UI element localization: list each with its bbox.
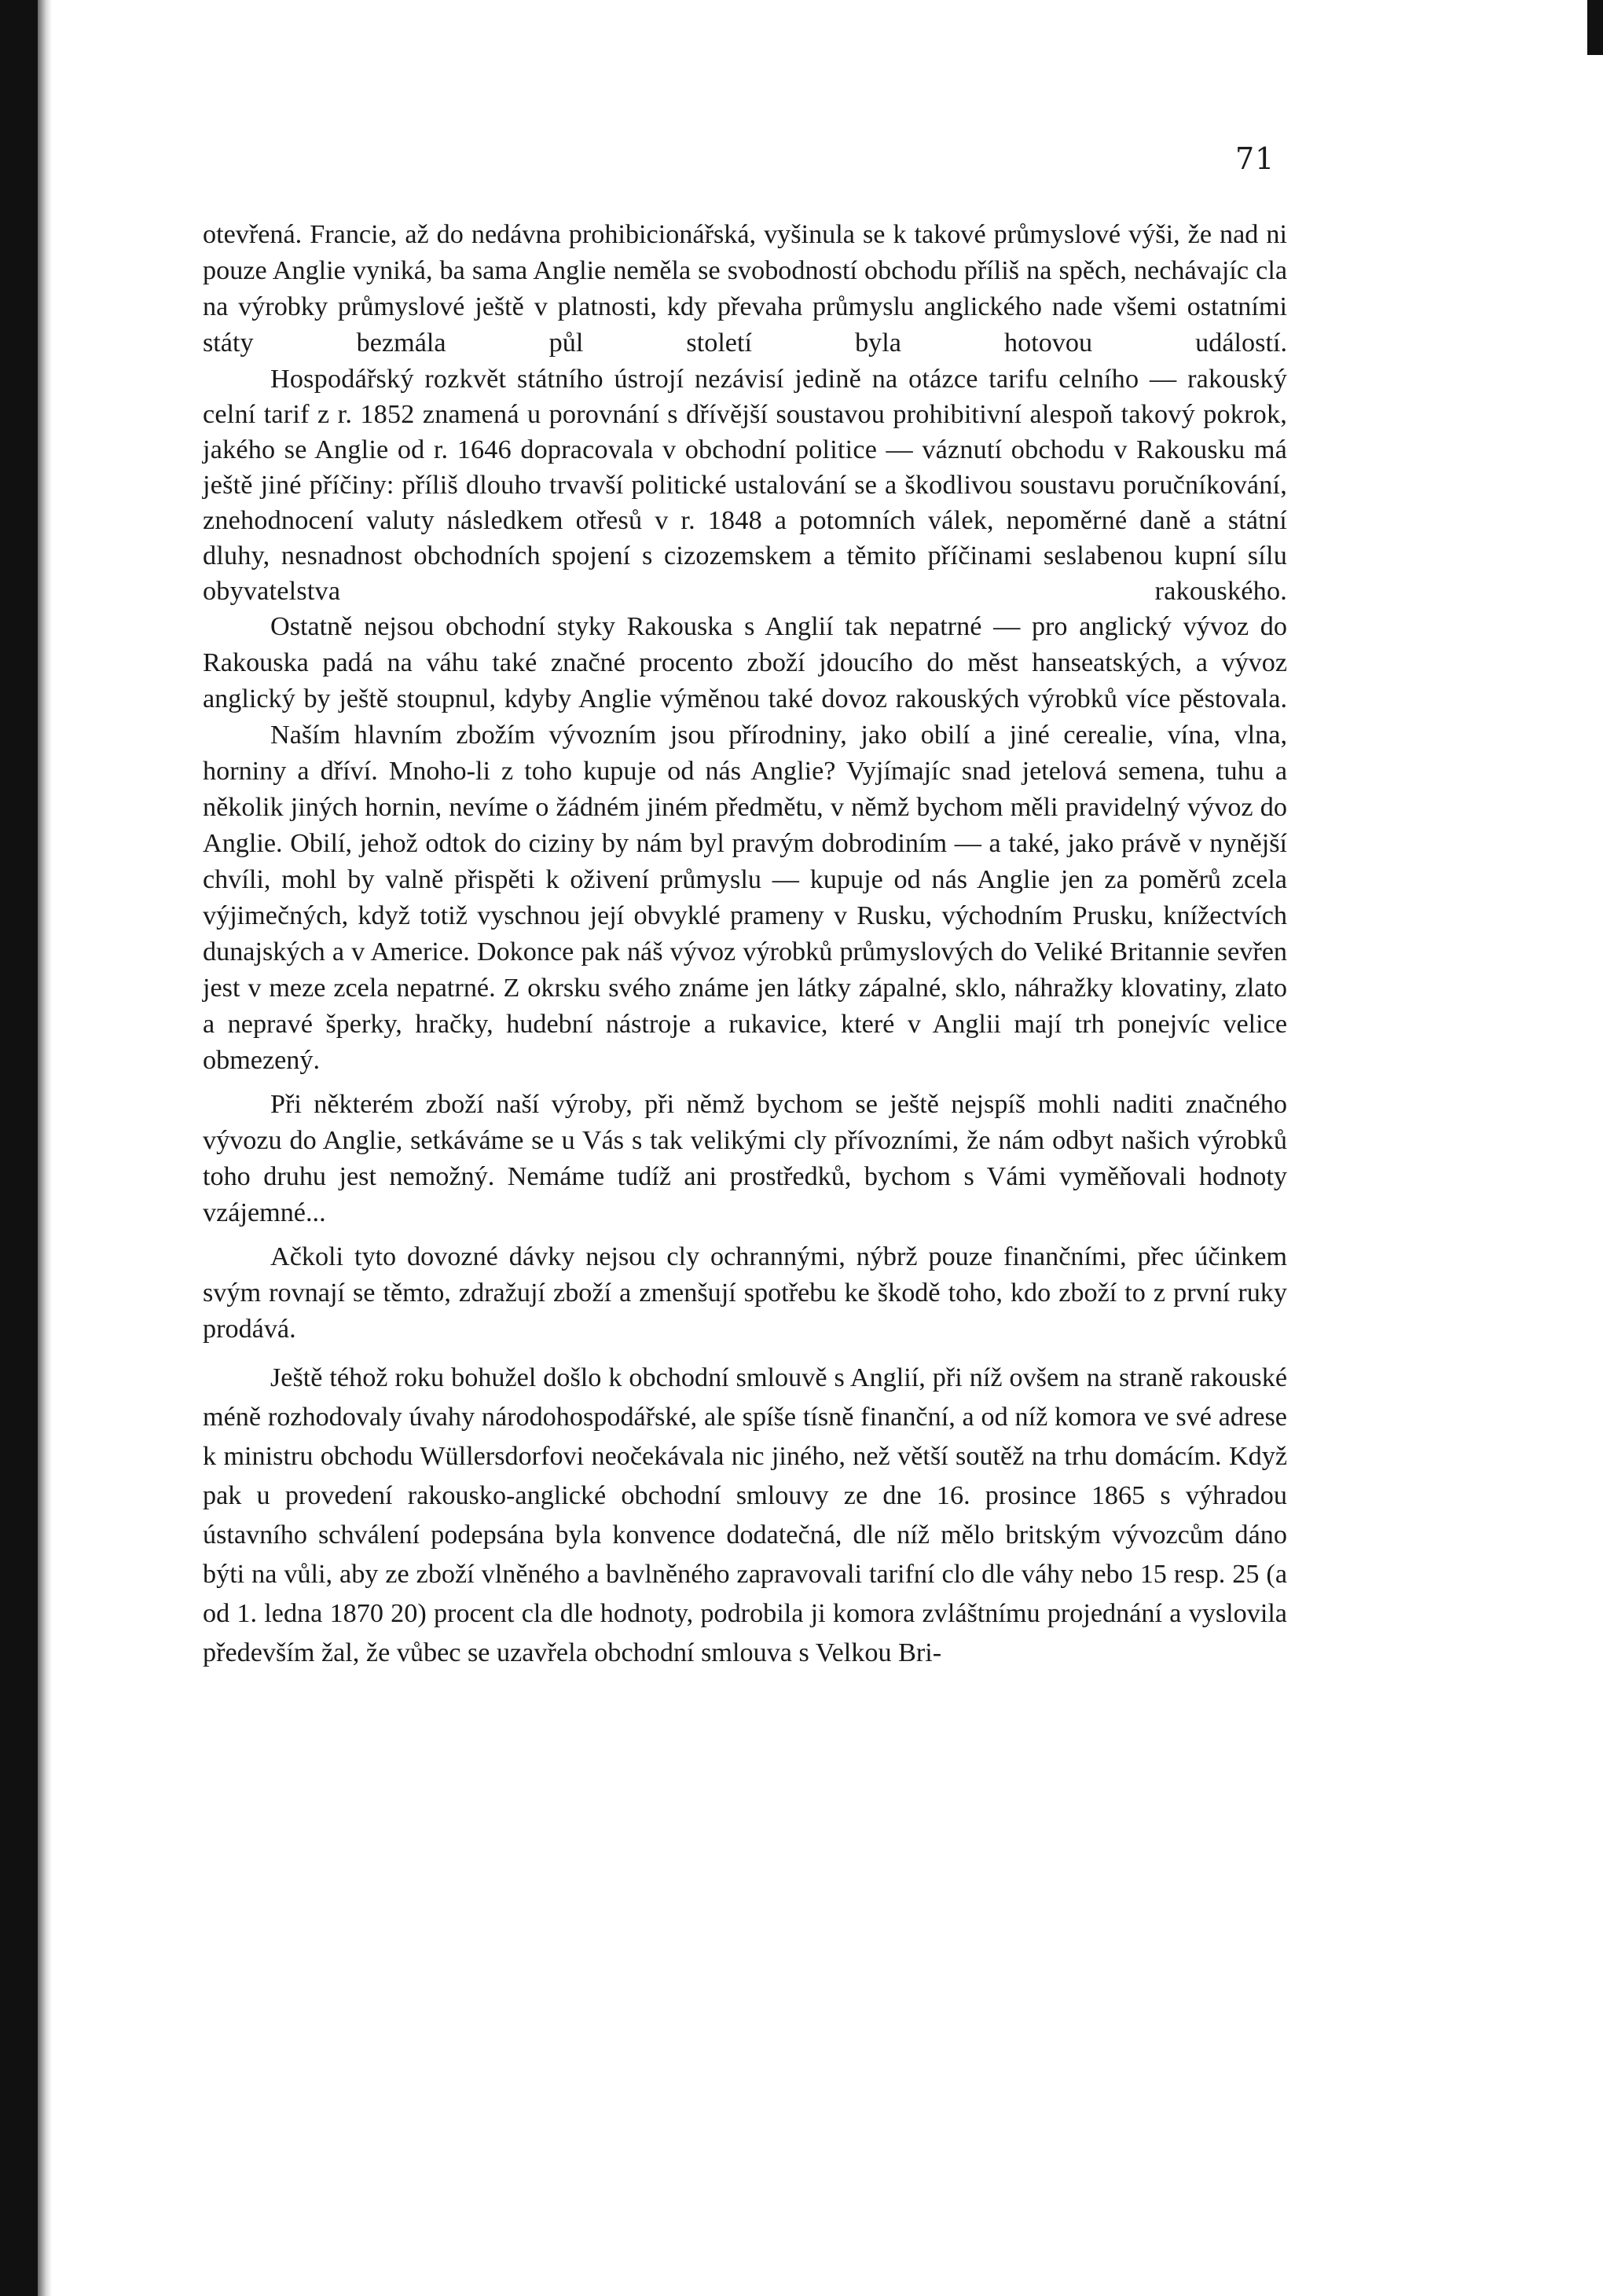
gutter-shadow [38, 0, 52, 2296]
paragraph-3: Ostatně nejsou obchodní styky Rakouska s Anglií tak nepatrné — pro anglický vývoz do Rakouska padá na váhu také značné procento zboží jdoucího do měst hanseatských, a vývoz anglický by ještě stoupnul, kdyby Anglie výměnou také dovoz rakouských výrobků více pěstovala. [203, 612, 1287, 713]
book-gutter [0, 0, 38, 2296]
paragraph-7: Ještě téhož roku bohužel došlo k obchodní smlouvě s Anglií, při níž ovšem na straně rakouské méně rozhodovaly úvahy národohospodářské, ale spíše tísně finanční, a od níž komora ve své adrese k ministru obchodu Wüllersdorfovi neočekávala nic jiného, než větší soutěž na trhu domácím. Když pak u provedení rakousko-anglické obchodní smlouvy ze dne 16. prosince 1865 s výhradou ústavního schválení podepsána byla konvence dodatečná, dle níž mělo britským vývozcům dáno býti na vůli, aby ze zboží vlněného a bavlněného zapravovali tarifní clo dle váhy nebo 15 resp. 25 (a od 1. ledna 1870 20) procent cla dle hodnoty, podrobila ji komora zvláštnímu projednání a vyslovila především žal, že vůbec se uzavřela obchodní smlouva s Velkou Bri- [203, 1363, 1287, 1667]
paragraph-2: Hospodářský rozkvět státního ústrojí nezávisí jedině na otázce tarifu celního — rakouský celní tarif z r. 1852 znamená u porovnání s dřívější soustavou prohibitivní alespoň takový pokrok, jakého se Anglie od r. 1646 dopracovala v obchodní politice — váznutí obchodu v Rakousku má ještě jiné příčiny: příliš dlouho trvavší politické ustalování se a škodlivou soustavu poručníkování, znehodnocení valuty následkem otřesů v r. 1848 a potomních válek, nepoměrné daně a státní dluhy, nesnadnost obchodních spojení s cizozemskem a těmito příčinami seslabenou kupní sílu obyvatelstva rakouského. [203, 365, 1287, 606]
page-number: 71 [1235, 141, 1275, 176]
paragraph-6: Ačkoli tyto dovozné dávky nejsou cly ochrannými, nýbrž pouze finančními, přec účinkem svým rovnají se těmto, zdražují zboží a zmenšují spotřebu ke škodě toho, kdo zboží to z první ruky prodává. [203, 1242, 1287, 1344]
body-text [203, 217, 1287, 1673]
scan-edge [1587, 0, 1603, 55]
paragraph-4: Naším hlavním zbožím vývozním jsou přírodniny, jako obilí a jiné cerealie, vína, vlna, horniny a dříví. Mnoho-li z toho kupuje od nás Anglie? Vyjímajíc snad jetelová semena, tuhu a několik jiných hornin, nevíme o žádném jiném předmětu, v němž bychom měli pravidelný vývoz do Anglie. Obilí, jehož odtok do ciziny by nám byl pravým dobrodiním — a také, jako právě v nynější chvíli, mohl by valně přispěti k oživení průmyslu — kupuje od nás Anglie jen za poměrů zcela výjimečných, když totiž vyschnou její obvyklé prameny v Rusku, východním Prusku, knížectvích dunajských a v Americe. Dokonce pak náš vývoz výrobků průmyslových do Veliké Britannie sevřen jest v meze zcela nepatrné. Z okrsku svého známe jen látky zápalné, sklo, náhražky klovatiny, zlato a nepravé šperky, hračky, hudební nástroje a rukavice, které v Anglii mají trh ponejvíc velice obmezený. [203, 721, 1287, 1075]
paragraph-5: Při některém zboží naší výroby, při němž bychom se ještě nejspíš mohli naditi značného vývozu do Anglie, setkáváme se u Vás s tak velikými cly přívozními, že nám odbyt našich výrobků toho druhu jest nemožný. Nemáme tudíž ani prostředků, bychom s Vámi vyměňovali hodnoty vzájemné... [203, 1090, 1287, 1227]
paragraph-1: otevřená. Francie, až do nedávna prohibicionářská, vyšinula se k takové průmyslové výši, že nad ni pouze Anglie vyniká, ba sama Anglie neměla se svobodností obchodu příliš na spěch, nechávajíc cla na výrobky průmyslové ještě v platnosti, kdy převaha průmyslu anglického nade všemi ostatními státy bezmála půl století byla hotovou událostí. [203, 220, 1287, 358]
